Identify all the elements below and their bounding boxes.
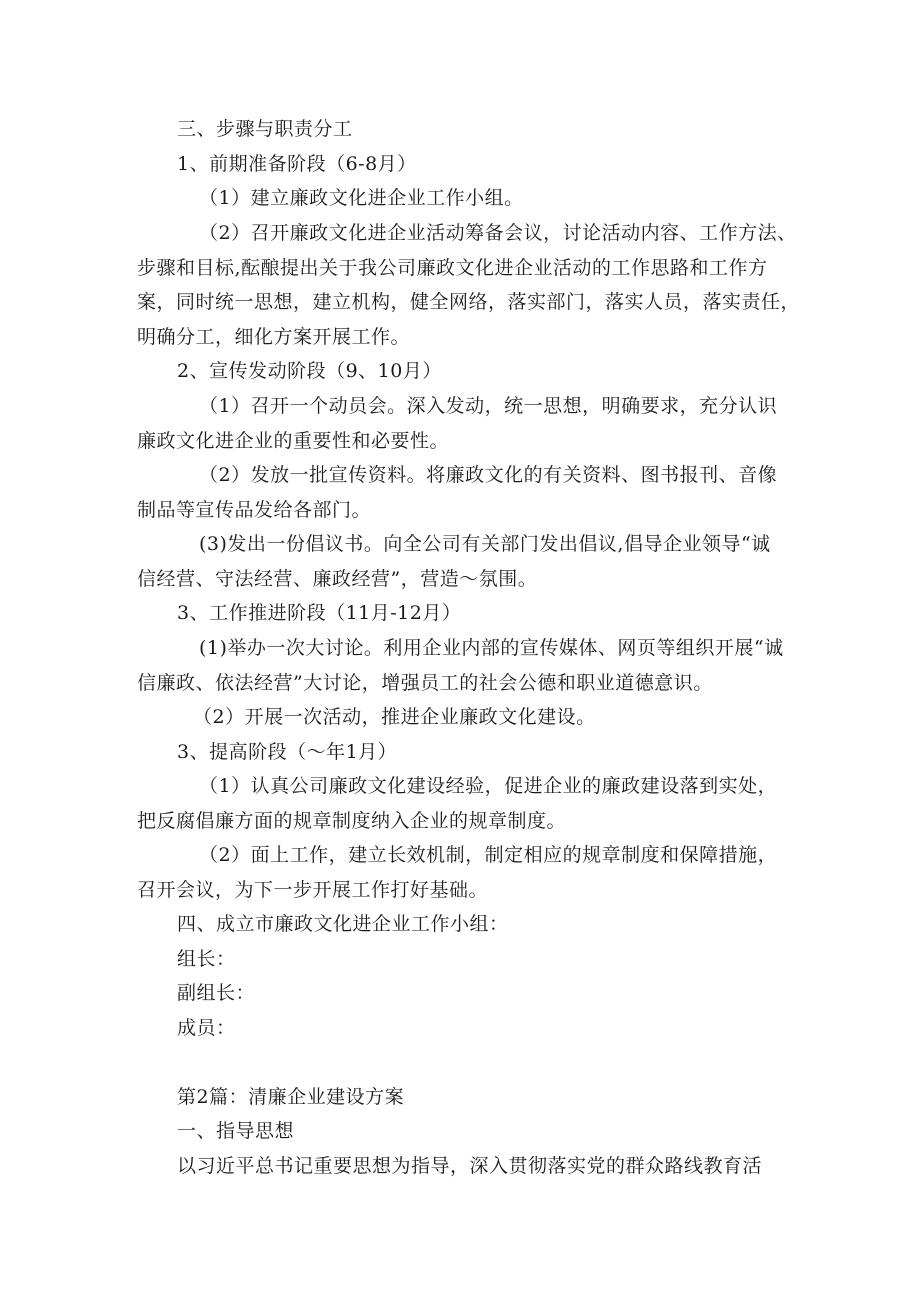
paragraph-line: 召开会议，为下一步开展工作打好基础。 [137,879,489,901]
paragraph-line: (1)举办一次大讨论。利用企业内部的宣传媒体、网页等组织开展“诚 [199,637,784,659]
stage-heading-improvement: 3、提高阶段（～年1月） [177,741,398,763]
paragraph-line: （1）建立廉政文化进企业工作小组。 [199,187,524,209]
paragraph-line: 信廉政、依法经营”大讨论，增强员工的社会公德和职业道德意识。 [137,672,713,694]
stage-heading-promotion: 3、工作推进阶段（11月-12月） [177,602,462,624]
paragraph-line: 步骤和目标,酝酿提出关于我公司廉政文化进企业活动的工作思路和工作方 [137,257,768,279]
paragraph-line: （1）认真公司廉政文化建设经验，促进企业的廉政建设落到实处， [199,775,778,797]
paragraph-line: 信经营、守法经营、廉政经营”，营造～氛围。 [137,568,538,590]
deputy-leader-label: 副组长： [177,982,256,1004]
paragraph-line: （2）开展一次活动，推进企业廉政文化建设。 [193,706,596,728]
paragraph-line: 案，同时统一思想，建立机构，健全网络，落实部门，落实人员，落实责任， [137,291,801,313]
stage-heading-preparation: 1、前期准备阶段（6-8月） [177,153,417,175]
paragraph-line: 制品等宣传品发给各部门。 [137,499,372,521]
article-title: 第2篇：清廉企业建设方案 [177,1086,405,1108]
paragraph-line: (3)发出一份倡议书。向全公司有关部门发出倡议,倡导企业领导“诚 [199,533,771,555]
paragraph-line: （2）面上工作，建立长效机制，制定相应的规章制度和保障措施， [199,844,778,866]
paragraph-line: 廉政文化进企业的重要性和必要性。 [137,430,450,452]
section-heading-steps: 三、步骤与职责分工 [177,118,353,140]
section-heading-working-group: 四、成立市廉政文化进企业工作小组： [177,913,509,935]
paragraph-line: 明确分工，细化方案开展工作。 [137,326,411,348]
stage-heading-publicity: 2、宣传发动阶段（9、10月） [177,360,442,382]
paragraph-line: 把反腐倡廉方面的规章制度纳入企业的规章制度。 [137,810,567,832]
paragraph-line: （1）召开一个动员会。深入发动，统一思想，明确要求，充分认识 [199,395,778,417]
paragraph-line: 以习近平总书记重要思想为指导，深入贯彻落实党的群众路线教育活 [177,1155,763,1177]
section-heading-guiding-thought: 一、指导思想 [177,1120,295,1142]
paragraph-line: （2）召开廉政文化进企业活动筹备会议，讨论活动内容、工作方法、 [199,222,797,244]
paragraph-line: （2）发放一批宣传资料。将廉政文化的有关资料、图书报刊、音像 [199,464,778,486]
members-label: 成员： [177,1017,236,1039]
group-leader-label: 组长： [177,948,236,970]
